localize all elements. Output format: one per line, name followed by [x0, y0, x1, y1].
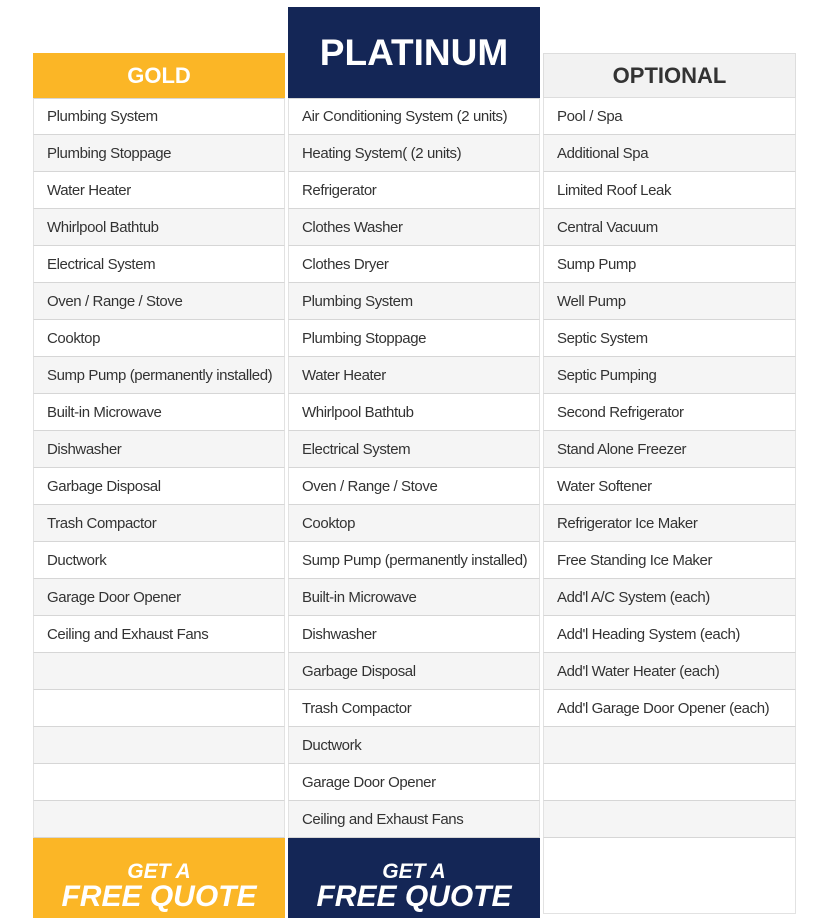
- optional-coverage-item: Septic Pumping: [543, 357, 796, 394]
- platinum-plan-item: Clothes Dryer: [288, 246, 540, 283]
- platinum-plan-item: Water Heater: [288, 357, 540, 394]
- platinum-plan-item: Dishwasher: [288, 616, 540, 653]
- optional-coverage-item: Additional Spa: [543, 135, 796, 172]
- gold-cta-line2: FREE QUOTE: [61, 880, 257, 913]
- gold-plan-item: [33, 727, 285, 764]
- platinum-get-quote-button[interactable]: [288, 838, 540, 918]
- gold-plan-header: GOLD: [33, 53, 285, 98]
- optional-coverage-item: Central Vacuum: [543, 209, 796, 246]
- gold-plan-item: Ceiling and Exhaust Fans: [33, 616, 285, 653]
- platinum-plan-item: Trash Compactor: [288, 690, 540, 727]
- platinum-plan-item: Electrical System: [288, 431, 540, 468]
- optional-coverage-items: [543, 98, 796, 838]
- optional-coverage-item: Add'l Heading System (each): [543, 616, 796, 653]
- gold-plan-item: Trash Compactor: [33, 505, 285, 542]
- gold-plan-items: [33, 98, 285, 838]
- platinum-plan-item: Cooktop: [288, 505, 540, 542]
- platinum-plan-item: Garbage Disposal: [288, 653, 540, 690]
- optional-coverage-item: Well Pump: [543, 283, 796, 320]
- platinum-cta-line1: GET A: [382, 860, 446, 883]
- gold-plan-item: Ductwork: [33, 542, 285, 579]
- gold-plan-item: Whirlpool Bathtub: [33, 209, 285, 246]
- optional-coverage-item: Water Softener: [543, 468, 796, 505]
- platinum-plan-item: Built-in Microwave: [288, 579, 540, 616]
- platinum-plan-item: Whirlpool Bathtub: [288, 394, 540, 431]
- gold-plan-item: Garbage Disposal: [33, 468, 285, 505]
- platinum-plan-items: [288, 98, 540, 838]
- gold-plan-item: Plumbing System: [33, 98, 285, 135]
- platinum-plan-item: Ductwork: [288, 727, 540, 764]
- gold-plan-item: [33, 690, 285, 727]
- optional-coverage-item: Sump Pump: [543, 246, 796, 283]
- gold-plan-column: [33, 53, 285, 918]
- gold-plan-item: Sump Pump (permanently installed): [33, 357, 285, 394]
- platinum-plan-item: Heating System( (2 units): [288, 135, 540, 172]
- platinum-plan-item: Plumbing Stoppage: [288, 320, 540, 357]
- optional-coverage-item: [543, 801, 796, 838]
- gold-plan-item: [33, 653, 285, 690]
- optional-coverage-item: Refrigerator Ice Maker: [543, 505, 796, 542]
- platinum-plan-item: Sump Pump (permanently installed): [288, 542, 540, 579]
- optional-coverage-header: OPTIONAL: [543, 53, 796, 98]
- optional-coverage-item: [543, 764, 796, 801]
- optional-coverage-item: Stand Alone Freezer: [543, 431, 796, 468]
- optional-coverage-column: [543, 53, 796, 914]
- gold-get-quote-button[interactable]: [33, 838, 285, 918]
- platinum-plan-item: Refrigerator: [288, 172, 540, 209]
- optional-coverage-item: Septic System: [543, 320, 796, 357]
- optional-coverage-item: Second Refrigerator: [543, 394, 796, 431]
- gold-plan-item: Plumbing Stoppage: [33, 135, 285, 172]
- gold-plan-item: [33, 801, 285, 838]
- gold-plan-item: Electrical System: [33, 246, 285, 283]
- gold-plan-item: Oven / Range / Stove: [33, 283, 285, 320]
- optional-footer-blank: [543, 838, 796, 914]
- gold-plan-item: Cooktop: [33, 320, 285, 357]
- gold-plan-item: Dishwasher: [33, 431, 285, 468]
- platinum-plan-item: Clothes Washer: [288, 209, 540, 246]
- gold-plan-item: Water Heater: [33, 172, 285, 209]
- optional-coverage-item: Add'l A/C System (each): [543, 579, 796, 616]
- optional-coverage-item: Limited Roof Leak: [543, 172, 796, 209]
- platinum-plan-column: [288, 7, 540, 918]
- optional-coverage-item: Pool / Spa: [543, 98, 796, 135]
- platinum-plan-item: Garage Door Opener: [288, 764, 540, 801]
- platinum-cta-line2: FREE QUOTE: [316, 880, 512, 913]
- platinum-plan-item: Plumbing System: [288, 283, 540, 320]
- platinum-plan-item: Ceiling and Exhaust Fans: [288, 801, 540, 838]
- optional-coverage-item: Add'l Water Heater (each): [543, 653, 796, 690]
- gold-plan-item: Built-in Microwave: [33, 394, 285, 431]
- gold-cta-line1: GET A: [127, 860, 191, 883]
- platinum-plan-item: Air Conditioning System (2 units): [288, 98, 540, 135]
- platinum-plan-header: PLATINUM: [288, 7, 540, 98]
- gold-plan-item: Garage Door Opener: [33, 579, 285, 616]
- platinum-plan-item: Oven / Range / Stove: [288, 468, 540, 505]
- optional-coverage-item: Free Standing Ice Maker: [543, 542, 796, 579]
- optional-coverage-item: Add'l Garage Door Opener (each): [543, 690, 796, 727]
- gold-plan-item: [33, 764, 285, 801]
- optional-coverage-item: [543, 727, 796, 764]
